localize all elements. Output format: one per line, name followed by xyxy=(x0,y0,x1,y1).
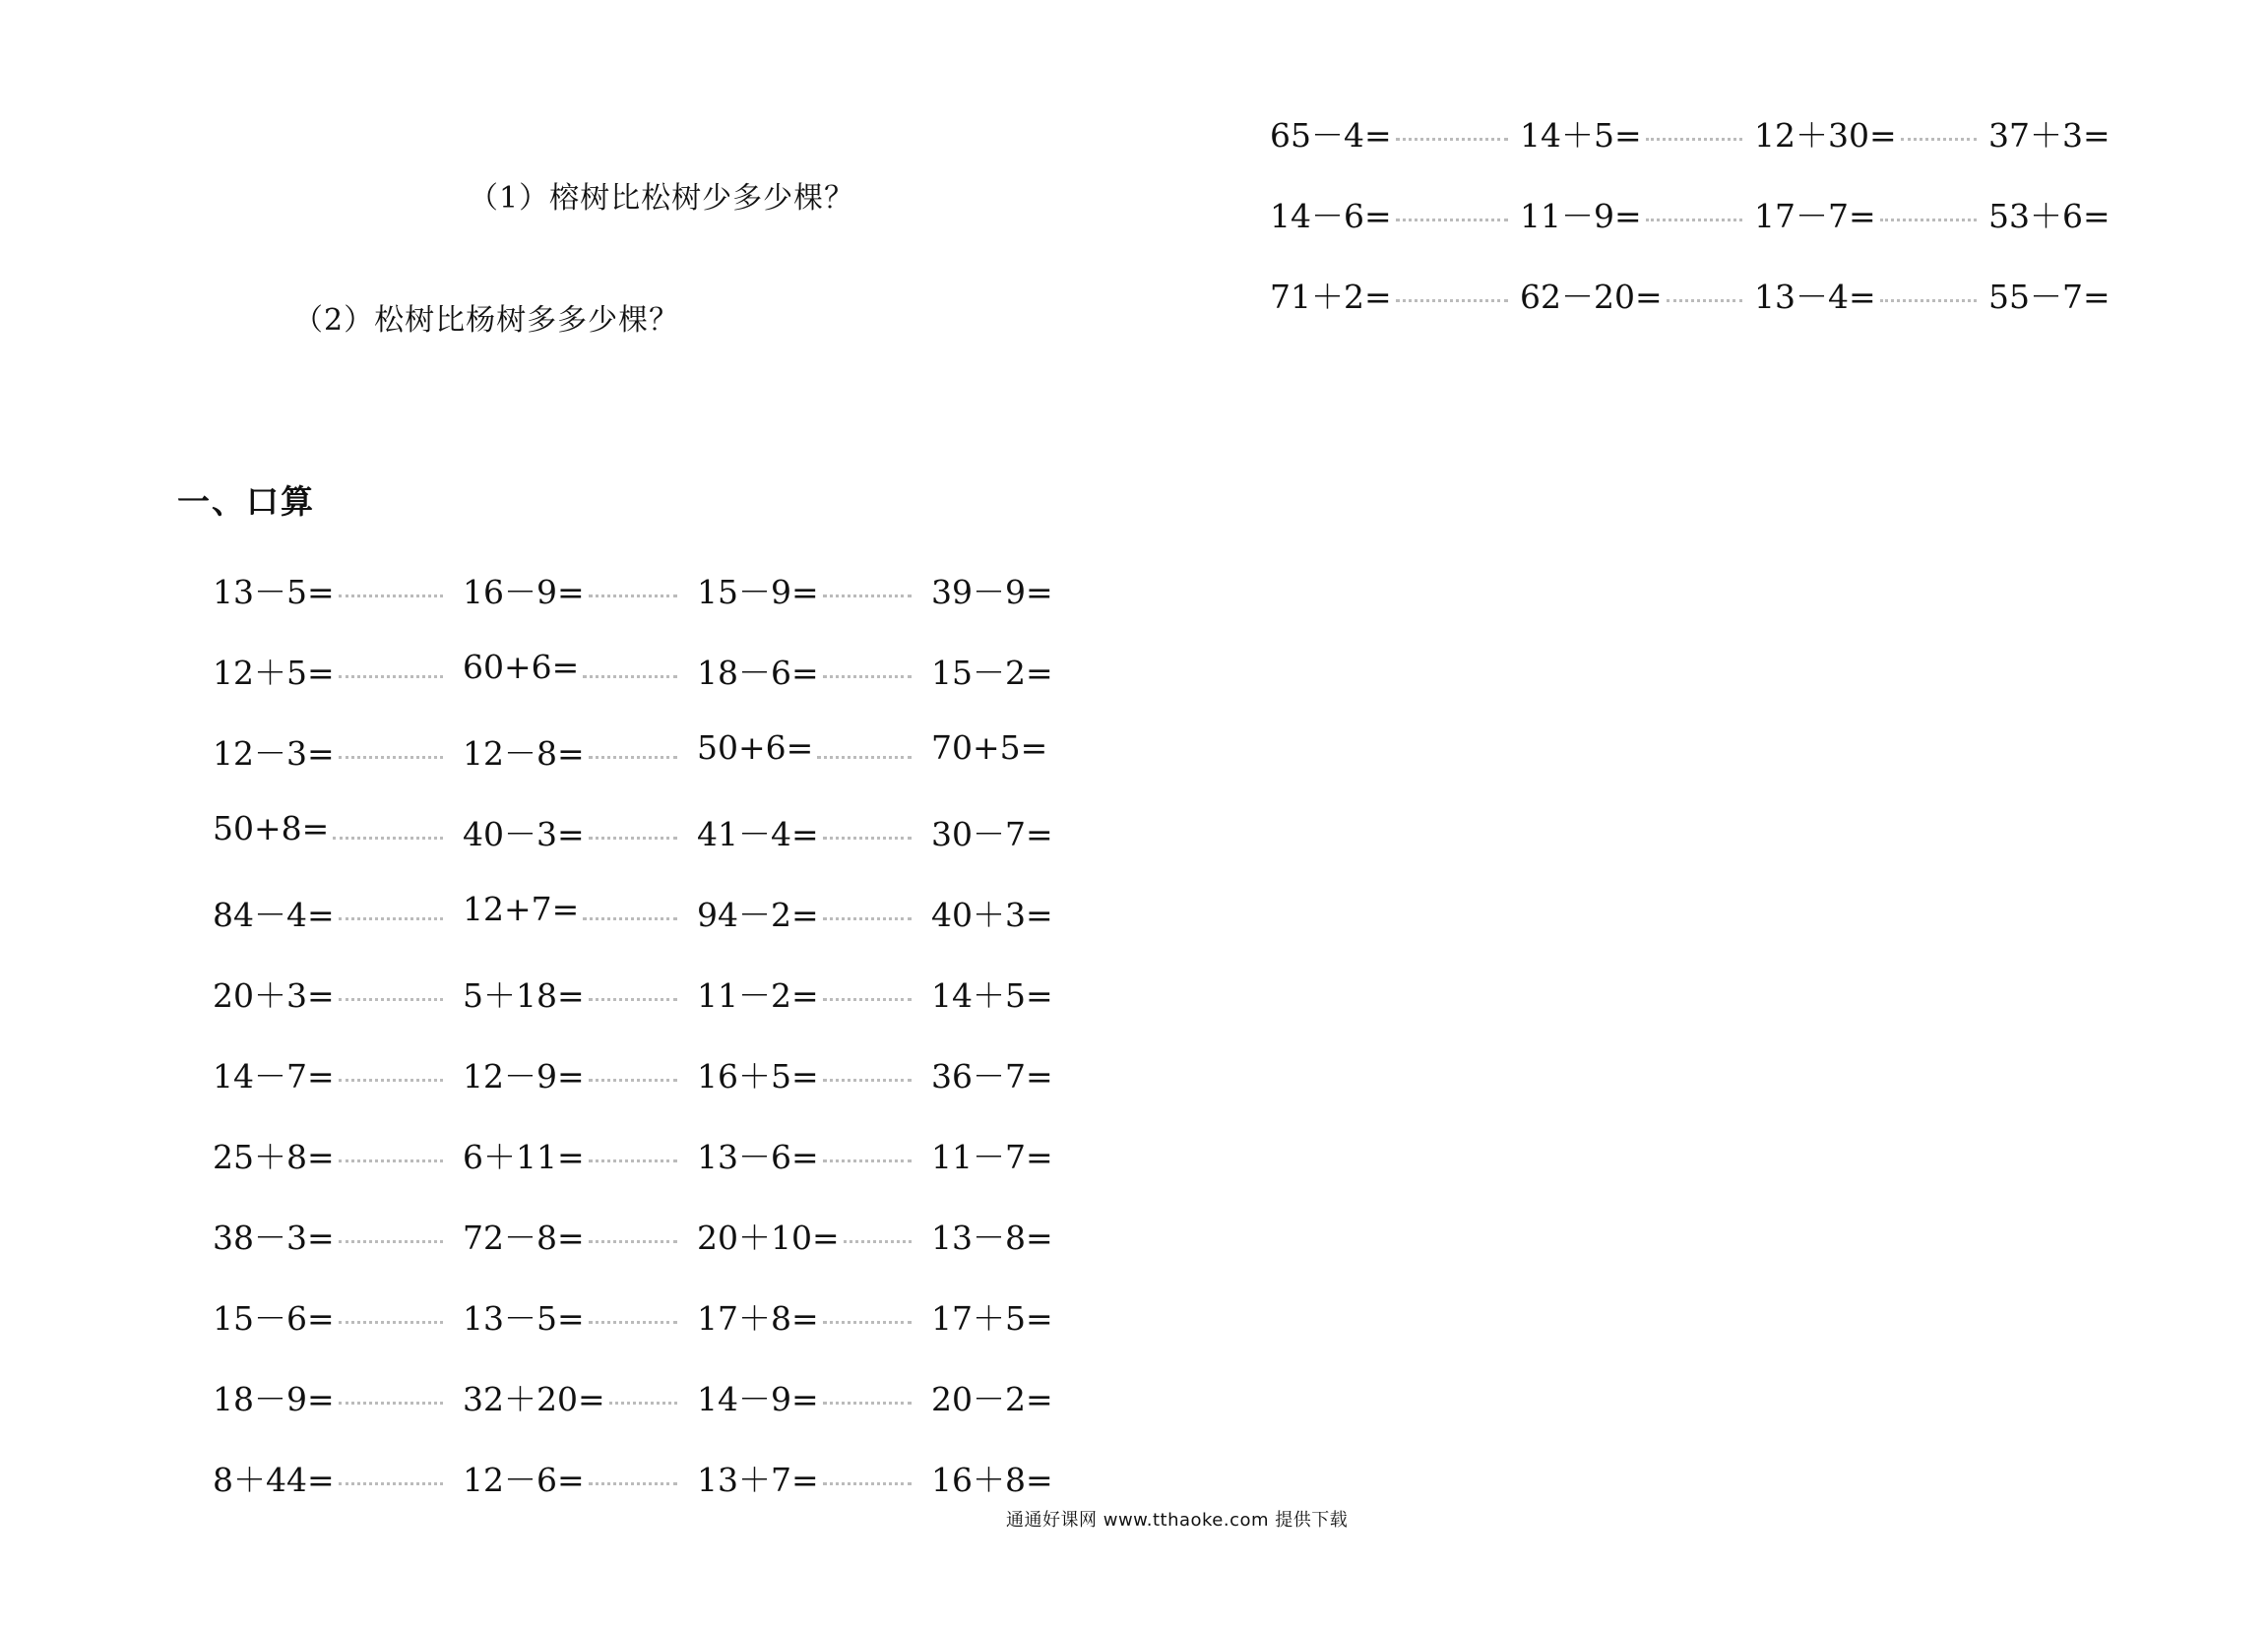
arithmetic-item xyxy=(697,567,923,611)
arithmetic-item xyxy=(213,1132,455,1176)
arithmetic-expression: 12－6= xyxy=(463,1461,585,1499)
arithmetic-expression: 14－7= xyxy=(213,1057,335,1096)
arithmetic-item xyxy=(931,890,1053,934)
arithmetic-expression: 16－9= xyxy=(463,573,585,611)
arithmetic-expression: 14－6= xyxy=(1270,197,1392,235)
arithmetic-expression: 12－8= xyxy=(463,734,585,773)
arithmetic-item xyxy=(931,567,1053,611)
answer-blank[interactable] xyxy=(339,1079,443,1082)
arithmetic-expression: 62－20= xyxy=(1520,278,1663,316)
arithmetic-item xyxy=(931,1455,1053,1499)
arithmetic-expression: 12＋5= xyxy=(213,654,335,692)
answer-blank[interactable] xyxy=(339,1159,443,1162)
answer-blank[interactable] xyxy=(823,837,912,840)
arithmetic-item xyxy=(213,1213,455,1257)
answer-blank[interactable] xyxy=(339,1402,443,1405)
arithmetic-item xyxy=(931,971,1053,1015)
arithmetic-item xyxy=(463,728,689,773)
arithmetic-expression: 17＋5= xyxy=(931,1299,1053,1338)
arithmetic-expression: 14＋5= xyxy=(1520,116,1642,155)
arithmetic-item xyxy=(1270,272,1520,316)
arithmetic-expression: 38－3= xyxy=(213,1219,335,1257)
arithmetic-item xyxy=(213,648,455,692)
answer-blank[interactable] xyxy=(1396,219,1508,221)
arithmetic-item xyxy=(1520,110,1754,155)
arithmetic-item xyxy=(1754,272,1988,316)
arithmetic-expression: 20＋3= xyxy=(213,976,335,1015)
arithmetic-expression: 50+6= xyxy=(697,728,814,767)
arithmetic-expression: 12＋30= xyxy=(1754,116,1897,155)
arithmetic-expression: 40＋3= xyxy=(931,896,1053,934)
arithmetic-item xyxy=(213,1455,455,1499)
answer-blank[interactable] xyxy=(339,1321,443,1324)
answer-blank[interactable] xyxy=(823,917,912,920)
arithmetic-expression: 41－4= xyxy=(697,815,819,853)
arithmetic-item xyxy=(463,1051,689,1096)
arithmetic-item xyxy=(697,1293,923,1338)
answer-blank[interactable] xyxy=(589,595,677,597)
arithmetic-expression: 15－9= xyxy=(697,573,819,611)
arithmetic-item xyxy=(931,1374,1053,1418)
answer-blank[interactable] xyxy=(589,756,677,759)
answer-blank[interactable] xyxy=(589,1321,677,1324)
section-title-mental-math: 一、口算 xyxy=(177,482,315,521)
arithmetic-item xyxy=(697,1132,923,1176)
answer-blank[interactable] xyxy=(1667,299,1742,302)
arithmetic-item xyxy=(697,971,923,1015)
question-1: （1）榕树比松树少多少棵？ xyxy=(469,181,855,216)
arithmetic-expression: 11－9= xyxy=(1520,197,1642,235)
arithmetic-expression: 11－7= xyxy=(931,1138,1053,1176)
arithmetic-item xyxy=(697,1213,923,1257)
arithmetic-item xyxy=(1520,191,1754,235)
arithmetic-expression: 84－4= xyxy=(213,896,335,934)
answer-blank[interactable] xyxy=(1646,138,1742,141)
answer-blank[interactable] xyxy=(339,595,443,597)
answer-blank[interactable] xyxy=(823,1079,912,1082)
arithmetic-expression: 14－9= xyxy=(697,1380,819,1418)
arithmetic-item xyxy=(463,809,689,853)
question-2: （2）松树比杨树多多少棵？ xyxy=(293,303,680,338)
arithmetic-item xyxy=(697,728,923,768)
arithmetic-expression: 72－8= xyxy=(463,1219,585,1257)
answer-blank[interactable] xyxy=(583,675,677,678)
arithmetic-expression: 13－4= xyxy=(1754,278,1876,316)
arithmetic-expression: 20－2= xyxy=(931,1380,1053,1418)
arithmetic-item xyxy=(697,1455,923,1499)
arithmetic-item xyxy=(463,567,689,611)
arithmetic-item xyxy=(213,1374,455,1418)
arithmetic-expression: 12－3= xyxy=(213,734,335,773)
answer-blank[interactable] xyxy=(339,998,443,1001)
answer-blank[interactable] xyxy=(589,1482,677,1485)
arithmetic-expression: 18－9= xyxy=(213,1380,335,1418)
arithmetic-expression: 12+7= xyxy=(463,890,580,928)
arithmetic-expression: 65－4= xyxy=(1270,116,1392,155)
arithmetic-item xyxy=(463,1132,689,1176)
answer-blank[interactable] xyxy=(823,675,912,678)
arithmetic-expression: 15－2= xyxy=(931,654,1053,692)
arithmetic-item xyxy=(931,1293,1053,1338)
answer-blank[interactable] xyxy=(823,1402,912,1405)
arithmetic-expression: 12－9= xyxy=(463,1057,585,1096)
answer-blank[interactable] xyxy=(823,998,912,1001)
arithmetic-item xyxy=(463,648,689,687)
answer-blank[interactable] xyxy=(1396,138,1508,141)
arithmetic-item xyxy=(213,809,455,848)
arithmetic-item xyxy=(463,1213,689,1257)
arithmetic-item xyxy=(931,1051,1053,1096)
arithmetic-expression: 40－3= xyxy=(463,815,585,853)
arithmetic-expression: 18－6= xyxy=(697,654,819,692)
answer-blank[interactable] xyxy=(339,1240,443,1243)
arithmetic-expression: 60+6= xyxy=(463,648,580,686)
answer-blank[interactable] xyxy=(333,837,443,840)
arithmetic-item xyxy=(1988,272,2110,316)
arithmetic-expression: 70+5= xyxy=(931,728,1048,767)
answer-blank[interactable] xyxy=(339,756,443,759)
answer-blank[interactable] xyxy=(823,1482,912,1485)
answer-blank[interactable] xyxy=(1880,219,1977,221)
arithmetic-item xyxy=(697,809,923,853)
arithmetic-item xyxy=(1270,110,1520,155)
arithmetic-expression: 32＋20= xyxy=(463,1380,605,1418)
arithmetic-item xyxy=(931,728,1048,768)
arithmetic-item xyxy=(697,890,923,934)
arithmetic-item xyxy=(1988,191,2110,235)
arithmetic-expression: 55－7= xyxy=(1988,278,2110,316)
arithmetic-expression: 16＋5= xyxy=(697,1057,819,1096)
arithmetic-expression: 6＋11= xyxy=(463,1138,585,1176)
arithmetic-expression: 16＋8= xyxy=(931,1461,1053,1499)
footer-credit: 通通好课网 www.tthaoke.com 提供下载 xyxy=(1006,1510,1349,1531)
arithmetic-item xyxy=(213,1293,455,1338)
arithmetic-item xyxy=(213,567,455,611)
answer-blank[interactable] xyxy=(823,595,912,597)
arithmetic-expression: 39－9= xyxy=(931,573,1053,611)
arithmetic-expression: 53＋6= xyxy=(1988,197,2110,235)
answer-blank[interactable] xyxy=(589,1240,677,1243)
arithmetic-item xyxy=(931,1132,1053,1176)
answer-blank[interactable] xyxy=(823,1159,912,1162)
arithmetic-expression: 13－6= xyxy=(697,1138,819,1176)
arithmetic-item xyxy=(697,648,923,692)
arithmetic-item xyxy=(463,1293,689,1338)
answer-blank[interactable] xyxy=(1880,299,1977,302)
arithmetic-item xyxy=(463,971,689,1015)
answer-blank[interactable] xyxy=(823,1321,912,1324)
arithmetic-item xyxy=(463,1374,689,1418)
answer-blank[interactable] xyxy=(1901,138,1977,141)
arithmetic-expression: 14＋5= xyxy=(931,976,1053,1015)
arithmetic-item xyxy=(1988,110,2110,155)
arithmetic-item xyxy=(1754,110,1988,155)
answer-blank[interactable] xyxy=(589,837,677,840)
arithmetic-expression: 37＋3= xyxy=(1988,116,2110,155)
arithmetic-expression: 15－6= xyxy=(213,1299,335,1338)
arithmetic-expression: 11－2= xyxy=(697,976,819,1015)
arithmetic-item xyxy=(213,971,455,1015)
arithmetic-item xyxy=(1270,191,1520,235)
arithmetic-item xyxy=(1754,191,1988,235)
answer-blank[interactable] xyxy=(339,917,443,920)
arithmetic-expression: 17＋8= xyxy=(697,1299,819,1338)
answer-blank[interactable] xyxy=(817,756,912,759)
arithmetic-expression: 13－5= xyxy=(213,573,335,611)
answer-blank[interactable] xyxy=(589,998,677,1001)
answer-blank[interactable] xyxy=(1646,219,1742,221)
arithmetic-expression: 25＋8= xyxy=(213,1138,335,1176)
answer-blank[interactable] xyxy=(583,917,677,920)
answer-blank[interactable] xyxy=(339,675,443,678)
arithmetic-item xyxy=(463,890,689,929)
arithmetic-expression: 5＋18= xyxy=(463,976,585,1015)
arithmetic-item xyxy=(213,890,455,934)
arithmetic-item xyxy=(213,728,455,773)
arithmetic-item xyxy=(931,1213,1053,1257)
arithmetic-expression: 8＋44= xyxy=(213,1461,335,1499)
answer-blank[interactable] xyxy=(589,1079,677,1082)
arithmetic-item xyxy=(463,1455,689,1499)
arithmetic-expression: 13－8= xyxy=(931,1219,1053,1257)
answer-blank[interactable] xyxy=(844,1240,912,1243)
arithmetic-expression: 13－5= xyxy=(463,1299,585,1338)
arithmetic-item xyxy=(931,648,1053,692)
arithmetic-item xyxy=(931,809,1053,853)
arithmetic-expression: 50+8= xyxy=(213,809,330,847)
answer-blank[interactable] xyxy=(609,1402,677,1405)
arithmetic-expression: 13＋7= xyxy=(697,1461,819,1499)
arithmetic-item xyxy=(697,1051,923,1096)
arithmetic-expression: 17－7= xyxy=(1754,197,1876,235)
arithmetic-expression: 94－2= xyxy=(697,896,819,934)
answer-blank[interactable] xyxy=(339,1482,443,1485)
answer-blank[interactable] xyxy=(589,1159,677,1162)
arithmetic-item xyxy=(697,1374,923,1418)
answer-blank[interactable] xyxy=(1396,299,1508,302)
arithmetic-expression: 36－7= xyxy=(931,1057,1053,1096)
arithmetic-expression: 20＋10= xyxy=(697,1219,840,1257)
arithmetic-item xyxy=(1520,272,1754,316)
arithmetic-item xyxy=(213,1051,455,1096)
arithmetic-expression: 30－7= xyxy=(931,815,1053,853)
arithmetic-expression: 71＋2= xyxy=(1270,278,1392,316)
